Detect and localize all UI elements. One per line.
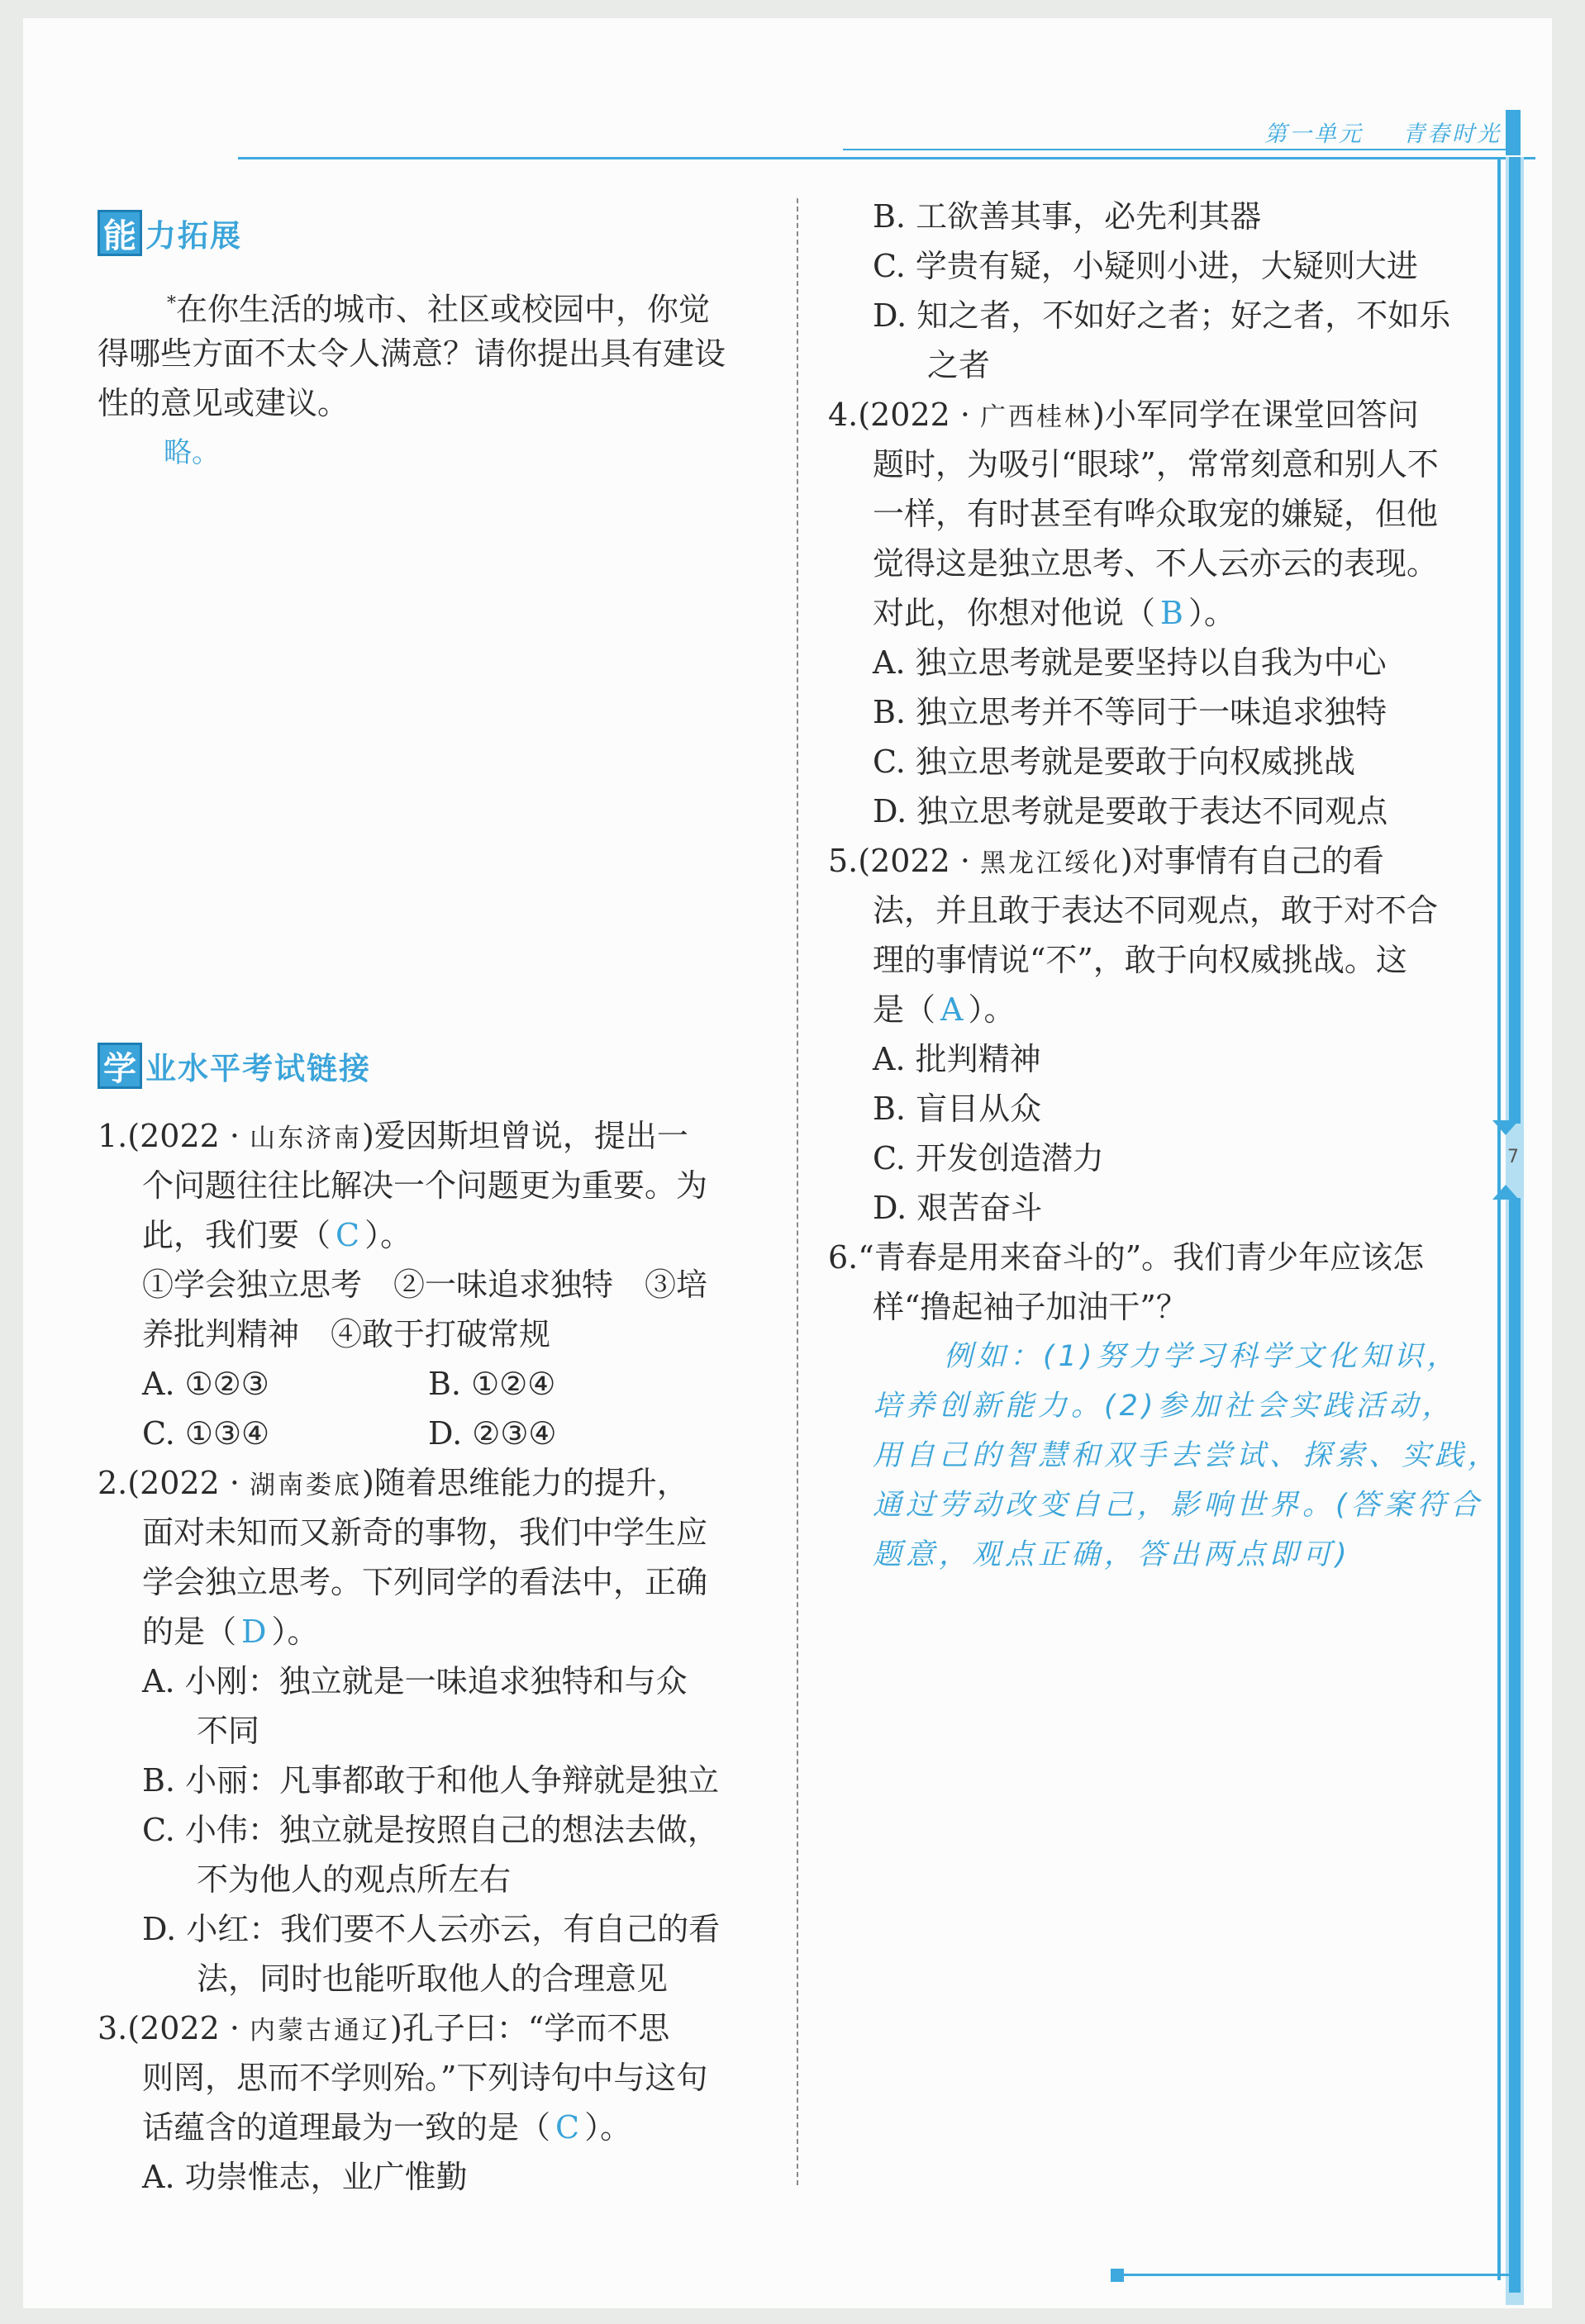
option-d: D. 小红：我们要不人云亦云，有自己的看: [142, 1911, 721, 1947]
answer-letter: C: [336, 1217, 360, 1253]
option-c: C. 学贵有疑，小疑则小进，大疑则大进: [873, 248, 1418, 284]
unit-title: 青春时光: [1402, 121, 1502, 147]
option-c: C. 独立思考就是要敢于向权威挑战: [873, 744, 1355, 780]
question-1-items: ①学会独立思考 ②一味追求独特 ③培: [142, 1267, 708, 1303]
page-edge-bar-top: [1509, 157, 1521, 1124]
question-6-answer-line: 通过劳动改变自己，影响世界。(答案符合: [873, 1489, 1483, 1522]
header-rule-thin: [843, 149, 1508, 150]
page-edge-rule: [1497, 157, 1501, 2280]
option-d: D. 知之者，不如好之者；好之者，不如乐: [873, 297, 1451, 334]
section-title: 力拓展: [145, 218, 242, 254]
question-6-answer-line: 培养创新能力。(2)参加社会实践活动，: [873, 1390, 1455, 1423]
open-question-answer: 略。: [164, 436, 220, 469]
section-heading-exam: [98, 1043, 371, 1089]
open-question-line: 性的意见或建议。: [98, 385, 350, 421]
question-3-last-line: 话蕴含的道理最为一致的是（ C ）。: [142, 2109, 632, 2146]
question-2-last-line: 的是（ D ）。: [142, 1613, 319, 1650]
option-a: A. 功崇惟志，业广惟勤: [142, 2159, 468, 2195]
answer-letter: D: [241, 1613, 267, 1650]
question-2-line: 面对未知而又新奇的事物，我们中学生应: [142, 1514, 708, 1551]
option-b: B. 工欲善其事，必先利其器: [873, 198, 1262, 235]
running-header: [1264, 116, 1502, 148]
option-a: A. ①②③: [142, 1366, 269, 1402]
question-1-stem: 1.(2022 · 山东济南)爱因斯坦曾说，提出一: [98, 1118, 688, 1154]
answer-letter: A: [940, 991, 964, 1028]
question-6-answer-line: 用自己的智慧和双手去尝试、探索、实践，: [873, 1439, 1502, 1472]
option-c: C. 开发创造潜力: [873, 1140, 1104, 1176]
page-edge-bar-bottom: [1509, 1198, 1521, 2293]
option-d: D. 艰苦奋斗: [873, 1190, 1043, 1226]
option-b: B. 独立思考并不等同于一味追求独特: [873, 694, 1387, 730]
question-3-stem: 3.(2022 · 内蒙古通辽)孔子曰：“学而不思: [98, 2010, 670, 2046]
section-title: 业水平考试链接: [145, 1051, 371, 1086]
question-1-last-line: 此，我们要（ C ）。: [142, 1217, 412, 1253]
question-5-line: 理的事情说“不”，敢于向权威挑战。这: [873, 942, 1407, 978]
question-3-line: 则罔，思而不学则殆。”下列诗句中与这句: [142, 2060, 708, 2096]
unit-label: 第一单元: [1264, 121, 1364, 147]
question-2-line: 学会独立思考。下列同学的看法中，正确: [142, 1564, 708, 1600]
question-1-line: 个问题往往比解决一个问题更为重要。为: [142, 1167, 708, 1204]
option-a: A. 独立思考就是要坚持以自我为中心: [873, 644, 1387, 681]
question-5-stem: 5.(2022 · 黑龙江绥化)对事情有自己的看: [828, 843, 1384, 879]
option-d: D. 独立思考就是要敢于表达不同观点: [873, 793, 1388, 829]
option-b: B. 小丽：凡事都敢于和他人争辩就是独立: [142, 1762, 720, 1799]
option-d-cont: 法，同时也能听取他人的合理意见: [197, 1960, 669, 1997]
edge-notch-bottom: [1492, 1185, 1519, 1200]
answer-letter: B: [1160, 595, 1183, 631]
header-tab: [1506, 110, 1521, 155]
question-4-line: 一样，有时甚至有哗众取宠的嫌疑，但他: [873, 496, 1439, 532]
page-number: 7: [1507, 1147, 1519, 1167]
option-c: C. 小伟：独立就是按照自己的想法去做，: [142, 1812, 719, 1848]
question-4-line: 题时，为吸引“眼球”，常常刻意和别人不: [873, 446, 1439, 482]
option-b: B. 盲目从众: [873, 1091, 1042, 1127]
option-d-cont: 之者: [927, 347, 991, 383]
section-icon: 学: [98, 1043, 142, 1089]
question-4-last-line: 对此，你想对他说（ B ）。: [873, 595, 1235, 631]
column-divider: [797, 198, 798, 2185]
open-question-line: *在你生活的城市、社区或校园中，你觉: [167, 291, 711, 328]
question-6-answer-line: 题意，观点正确，答出两点即可): [873, 1538, 1351, 1571]
question-4-line: 觉得这是独立思考、不人云亦云的表现。: [873, 545, 1439, 582]
question-1-items: 养批判精神 ④敢于打破常规: [142, 1316, 551, 1352]
section-heading-ability: [98, 210, 242, 256]
question-6-line: 样“撸起袖子加油干”？: [873, 1289, 1188, 1325]
option-c-cont: 不为他人的观点所左右: [197, 1861, 512, 1898]
option-c: C. ①③④: [142, 1415, 270, 1452]
option-a: A. 批判精神: [873, 1041, 1041, 1077]
footer-rule: [1124, 2274, 1512, 2276]
question-2-stem: 2.(2022 · 湖南娄底)随着思维能力的提升，: [98, 1465, 688, 1501]
question-5-last-line: 是（ A ）。: [873, 991, 1016, 1028]
header-rule: [238, 157, 1535, 159]
question-6-stem: 6.“青春是用来奋斗的”。我们青少年应该怎: [828, 1239, 1425, 1276]
question-4-stem: 4.(2022 · 广西桂林)小军同学在课堂回答问: [828, 397, 1419, 433]
section-icon: 能: [98, 210, 142, 256]
question-asterisk: *: [167, 293, 176, 314]
question-5-line: 法，并且敢于表达不同观点，敢于对不合: [873, 892, 1439, 929]
question-6-answer-line: 例如：(1)努力学习科学文化知识，: [944, 1340, 1460, 1373]
edge-notch-top: [1492, 1120, 1519, 1135]
option-a-cont: 不同: [197, 1713, 260, 1749]
open-question-line: 得哪些方面不太令人满意？请你提出具有建设: [98, 335, 726, 372]
option-d: D. ②③④: [428, 1415, 557, 1452]
option-a: A. 小刚：独立就是一味追求独特和与众: [142, 1663, 688, 1699]
footer-square: [1111, 2269, 1124, 2282]
answer-letter: C: [555, 2109, 580, 2146]
option-b: B. ①②④: [428, 1366, 556, 1402]
